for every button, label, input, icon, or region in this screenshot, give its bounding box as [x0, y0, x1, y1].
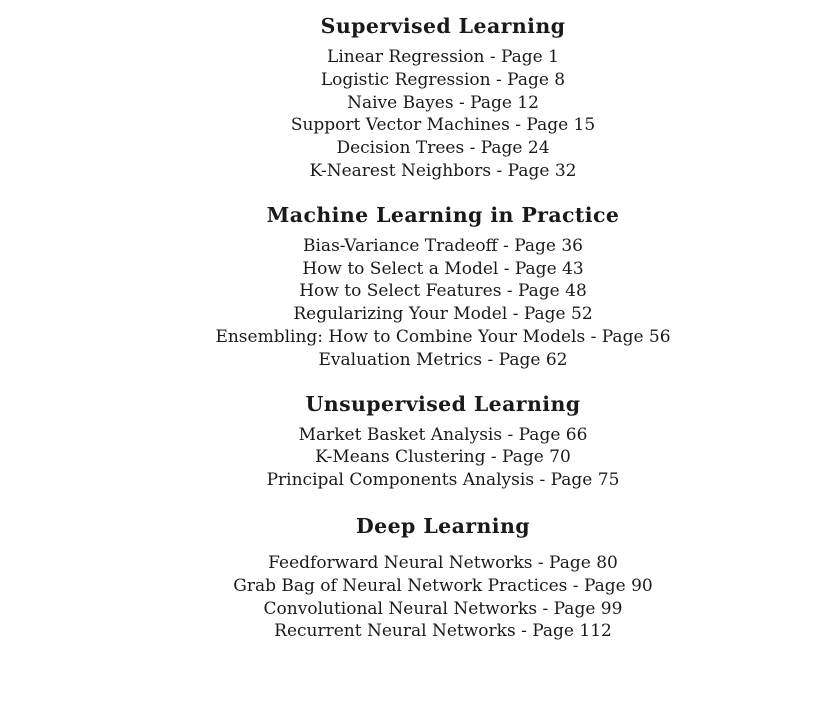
- toc-entry[interactable]: How to Select a Model - Page 43: [302, 258, 584, 279]
- toc-entry[interactable]: K-Means Clustering - Page 70: [315, 447, 571, 468]
- toc-entry[interactable]: Market Basket Analysis - Page 66: [298, 424, 588, 445]
- toc-entry[interactable]: Grab Bag of Neural Network Practices - Page 90: [233, 575, 653, 596]
- entry-list: [0, 424, 830, 492]
- toc-entry[interactable]: K-Nearest Neighbors - Page 32: [309, 160, 577, 181]
- toc-entry[interactable]: Naive Bayes - Page 12: [347, 92, 539, 113]
- section-heading: Machine Learning in Practice: [266, 202, 620, 227]
- toc-entry[interactable]: Convolutional Neural Networks - Page 99: [263, 598, 623, 619]
- toc-entry[interactable]: Evaluation Metrics - Page 62: [318, 349, 568, 370]
- toc-entry[interactable]: Ensembling: How to Combine Your Models - Page 56: [215, 326, 671, 347]
- toc-entry[interactable]: Logistic Regression - Page 8: [320, 69, 566, 90]
- entry-list: [0, 46, 830, 183]
- toc-entry[interactable]: Linear Regression - Page 1: [327, 47, 559, 67]
- section-heading: Supervised Learning: [320, 14, 566, 38]
- section-deep-learning: [0, 512, 830, 643]
- section-unsupervised-learning: [0, 390, 830, 492]
- section-heading: Unsupervised Learning: [305, 391, 581, 416]
- toc-entry[interactable]: Recurrent Neural Networks - Page 112: [274, 621, 612, 642]
- entry-list: [0, 552, 830, 643]
- toc-entry[interactable]: Support Vector Machines - Page 15: [290, 115, 596, 136]
- entry-list: [0, 235, 830, 372]
- toc-entry[interactable]: Feedforward Neural Networks - Page 80: [268, 552, 618, 573]
- toc-entry[interactable]: How to Select Features - Page 48: [299, 281, 587, 302]
- toc-entry[interactable]: Regularizing Your Model - Page 52: [293, 304, 593, 325]
- toc-entry[interactable]: Principal Components Analysis - Page 75: [266, 470, 620, 491]
- section-heading: Deep Learning: [355, 513, 530, 538]
- section-machine-learning-in-practice: [0, 201, 830, 372]
- toc-entry[interactable]: Decision Trees - Page 24: [336, 138, 550, 159]
- section-supervised-learning: [0, 12, 830, 183]
- toc-entry[interactable]: Bias-Variance Tradeoff - Page 36: [303, 235, 583, 256]
